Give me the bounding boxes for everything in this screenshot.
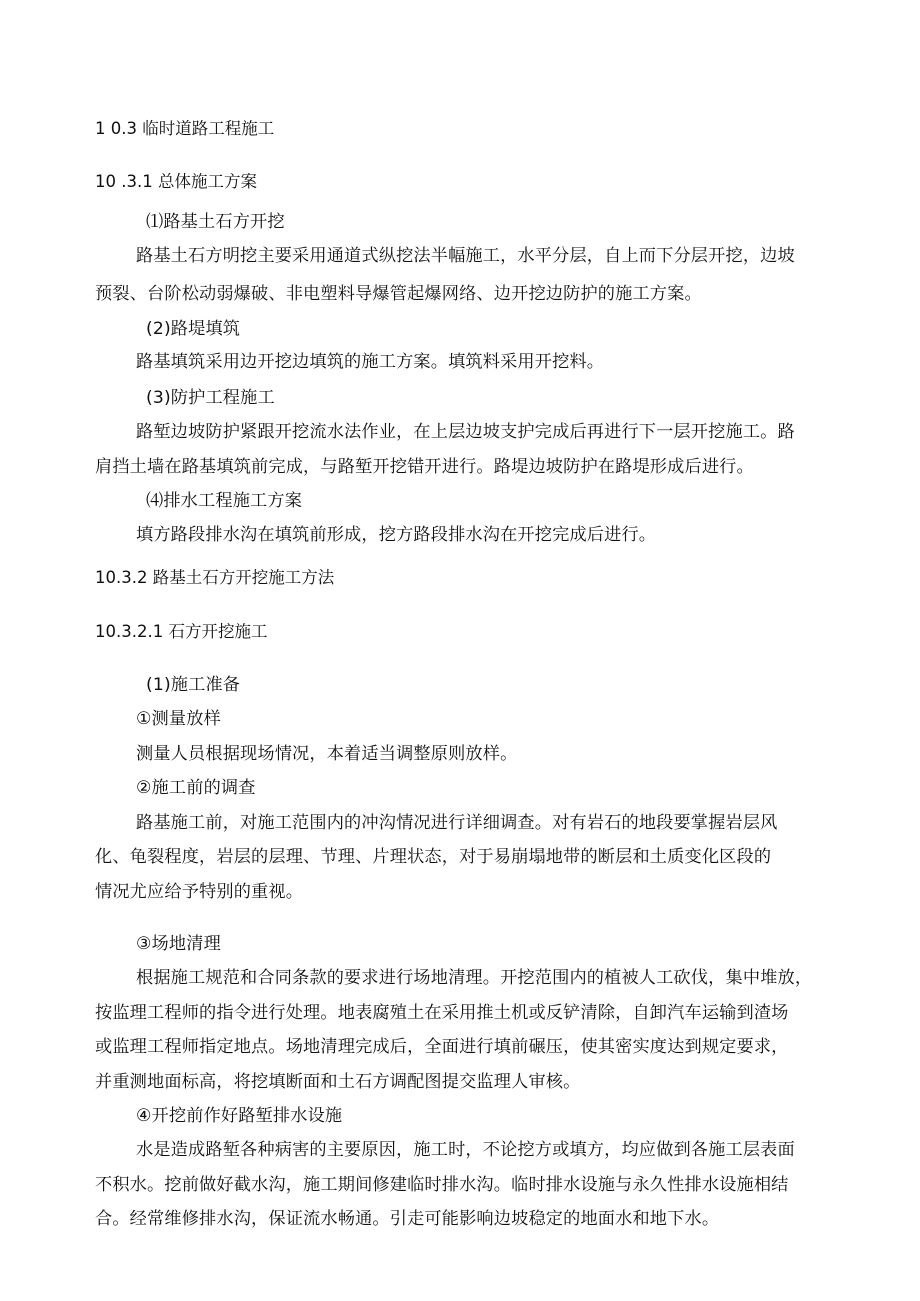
step4-paragraph-line: 水是造成路堑各种病害的主要原因，施工时，不论挖方或填方，均应做到各施工层表面 <box>136 1140 795 1160</box>
subsubsection-heading-rock-excavation: 10.3.2.1 石方开挖施工 <box>95 622 268 641</box>
section-heading: 1 0.3 临时道路工程施工 <box>95 119 275 138</box>
step2-paragraph-line: 化、龟裂程度，岩层的层理、节理、片理状态，对于易崩塌地带的断层和土质变化区段的 <box>95 847 772 867</box>
item4-paragraph-line: 填方路段排水沟在填筑前形成，挖方路段排水沟在开挖完成后进行。 <box>136 525 657 545</box>
item3-paragraph-line: 肩挡土墙在路基填筑前完成，与路堑开挖错开进行。路堤边坡防护在路堤形成后进行。 <box>95 457 754 477</box>
item1-paragraph-line: 预裂、台阶松动弱爆破、非电塑料导爆管起爆网络、边开挖边防护的施工方案。 <box>95 284 702 304</box>
item3-title: (3)防护工程施工 <box>146 388 275 408</box>
step1-paragraph-line: 测量人员根据现场情况，本着适当调整原则放样。 <box>136 744 518 764</box>
step2-paragraph-line: 情况尤应给予特别的重视。 <box>95 882 304 902</box>
step1-title: ①测量放样 <box>136 709 221 729</box>
subsection-heading-method: 10.3.2 路基土石方开挖施工方法 <box>95 568 335 587</box>
item1-title: ⑴路基土石方开挖 <box>146 212 285 232</box>
step3-paragraph-line: 按监理工程师的指令进行处理。地表腐殖土在采用推土机或反铲清除，自卸汽车运输到渣场 <box>95 1003 789 1023</box>
item4-title: ⑷排水工程施工方案 <box>146 491 303 511</box>
step4-paragraph-line: 不积水。挖前做好截水沟，施工期间修建临时排水沟。临时排水设施与永久性排水设施相结 <box>95 1175 789 1195</box>
prep-title: (1)施工准备 <box>146 675 241 695</box>
step4-title: ④开挖前作好路堑排水设施 <box>136 1106 343 1126</box>
step3-paragraph-line: 或监理工程师指定地点。场地清理完成后，全面进行填前碾压，使其密实度达到规定要求， <box>95 1037 789 1057</box>
step3-title: ③场地清理 <box>136 934 221 954</box>
item2-title: (2)路堤填筑 <box>146 319 241 339</box>
step3-paragraph-line: 根据施工规范和合同条款的要求进行场地清理。开挖范围内的植被人工砍伐，集中堆放， <box>136 968 813 988</box>
item2-paragraph-line: 路基填筑采用边开挖边填筑的施工方案。填筑料采用开挖料。 <box>136 352 605 372</box>
step2-title: ②施工前的调查 <box>136 778 256 798</box>
step2-paragraph-line: 路基施工前，对施工范围内的冲沟情况进行详细调查。对有岩石的地段要掌握岩层风 <box>136 813 778 833</box>
step4-paragraph-line: 合。经常维修排水沟，保证流水畅通。引走可能影响边坡稳定的地面水和地下水。 <box>95 1209 720 1229</box>
item3-paragraph-line: 路堑边坡防护紧跟开挖流水法作业，在上层边坡支护完成后再进行下一层开挖施工。路 <box>136 422 795 442</box>
subsection-heading-overall-plan: 10 .3.1 总体施工方案 <box>95 172 257 191</box>
item1-paragraph-line: 路基土石方明挖主要采用通道式纵挖法半幅施工，水平分层，自上而下分层开挖，边坡 <box>136 246 795 266</box>
step3-paragraph-line: 并重测地面标高，将挖填断面和土石方调配图提交监理人审核。 <box>95 1072 581 1092</box>
